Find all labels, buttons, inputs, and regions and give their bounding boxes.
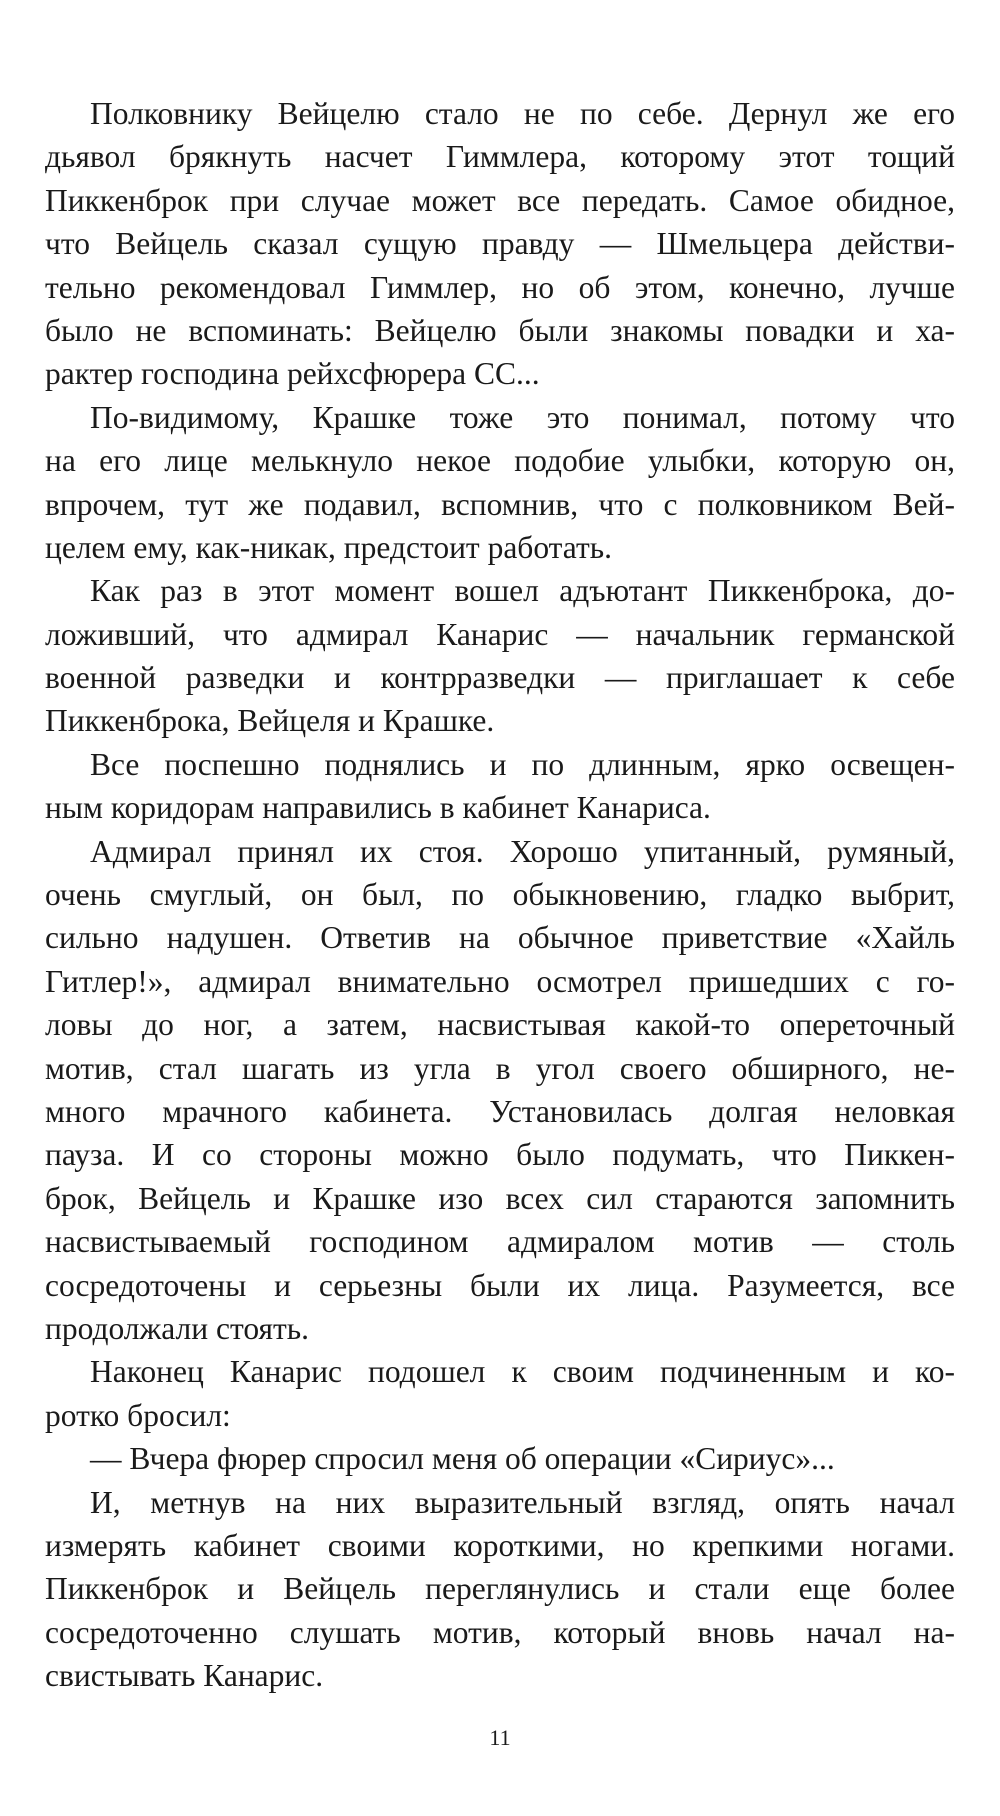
text-line: брок, Вейцель и Крашке изо всех сил стараются запомнить xyxy=(45,1180,955,1216)
text-line: много мрачного кабинета. Установилась долгая неловкая xyxy=(45,1093,955,1129)
text-line: Пиккенброка, Вейцеля и Крашке. xyxy=(45,703,495,739)
text-line: что Вейцель сказал сущую правду — Шмельцера действи- xyxy=(45,226,955,262)
text-line: впрочем, тут же подавил, вспомнив, что с полковником Вей- xyxy=(45,486,955,522)
text-line: Полковнику Вейцелю стало не по себе. Дернул же его xyxy=(90,96,955,131)
text-line: свистывать Канарис. xyxy=(45,1658,324,1694)
text-line: Пиккенброк при случае может все передать. Самое обидное, xyxy=(45,182,955,218)
text-line: Адмирал принял их стоя. Хорошо упитанный, румяный, xyxy=(90,833,955,869)
text-line: тельно рекомендовал Гиммлер, но об этом, конечно, лучше xyxy=(45,269,955,305)
text-line: Наконец Канарис подошел к своим подчиненным и ко- xyxy=(90,1354,955,1390)
text-line: очень смуглый, он был, по обыкновению, гладко выбрит, xyxy=(45,877,955,913)
text-line: измерять кабинет своими короткими, но крепкими ногами. xyxy=(45,1527,955,1563)
text-line: ловы до ног, а затем, насвистывая какой-то опереточный xyxy=(45,1007,955,1043)
text-line: — Вчера фюрер спросил меня об операции «Сириус»... xyxy=(90,1441,835,1477)
text-line: ным коридорам направились в кабинет Канариса. xyxy=(45,790,711,826)
text-line: пауза. И со стороны можно было подумать, что Пиккен- xyxy=(45,1137,955,1173)
text-line: дьявол брякнуть насчет Гиммлера, которому этот тощий xyxy=(45,139,955,175)
page-number: 11 xyxy=(489,1725,511,1750)
text-line: сильно надушен. Ответив на обычное приветствие «Хайль xyxy=(45,920,955,956)
text-line: на его лице мелькнуло некое подобие улыбки, которую он, xyxy=(45,443,955,479)
text-line: Гитлер!», адмирал внимательно осмотрел пришедших с го- xyxy=(45,963,955,999)
text-line: Все поспешно поднялись и по длинным, ярко освещен- xyxy=(90,746,955,782)
text-line: мотив, стал шагать из угла в угол своего обширного, не- xyxy=(45,1050,955,1086)
text-line: военной разведки и контрразведки — приглашает к себе xyxy=(45,660,955,696)
text-line: целем ему, как-никак, предстоит работать. xyxy=(45,529,612,565)
text-line: Как раз в этот момент вошел адъютант Пиккенброка, до- xyxy=(90,573,955,609)
body-text xyxy=(45,92,955,1697)
text-line: ложивший, что адмирал Канарис — начальник германской xyxy=(45,616,955,652)
text-line: ротко бросил: xyxy=(45,1397,231,1433)
text-line: насвистываемый господином адмиралом мотив — столь xyxy=(45,1224,955,1260)
text-line: было не вспоминать: Вейцелю были знакомы повадки и ха- xyxy=(45,312,955,348)
text-line: По-видимому, Крашке тоже это понимал, потому что xyxy=(90,399,955,435)
text-line: сосредоточенно слушать мотив, который вновь начал на- xyxy=(45,1614,955,1650)
text-line: Пиккенброк и Вейцель переглянулись и стали еще более xyxy=(45,1571,955,1607)
text-line: И, метнув на них выразительный взгляд, опять начал xyxy=(90,1484,955,1520)
text-line: рактер господина рейхсфюрера СС... xyxy=(45,356,540,392)
text-line: сосредоточены и серьезны были их лица. Разумеется, все xyxy=(45,1267,955,1303)
text-line: продолжали стоять. xyxy=(45,1310,309,1346)
